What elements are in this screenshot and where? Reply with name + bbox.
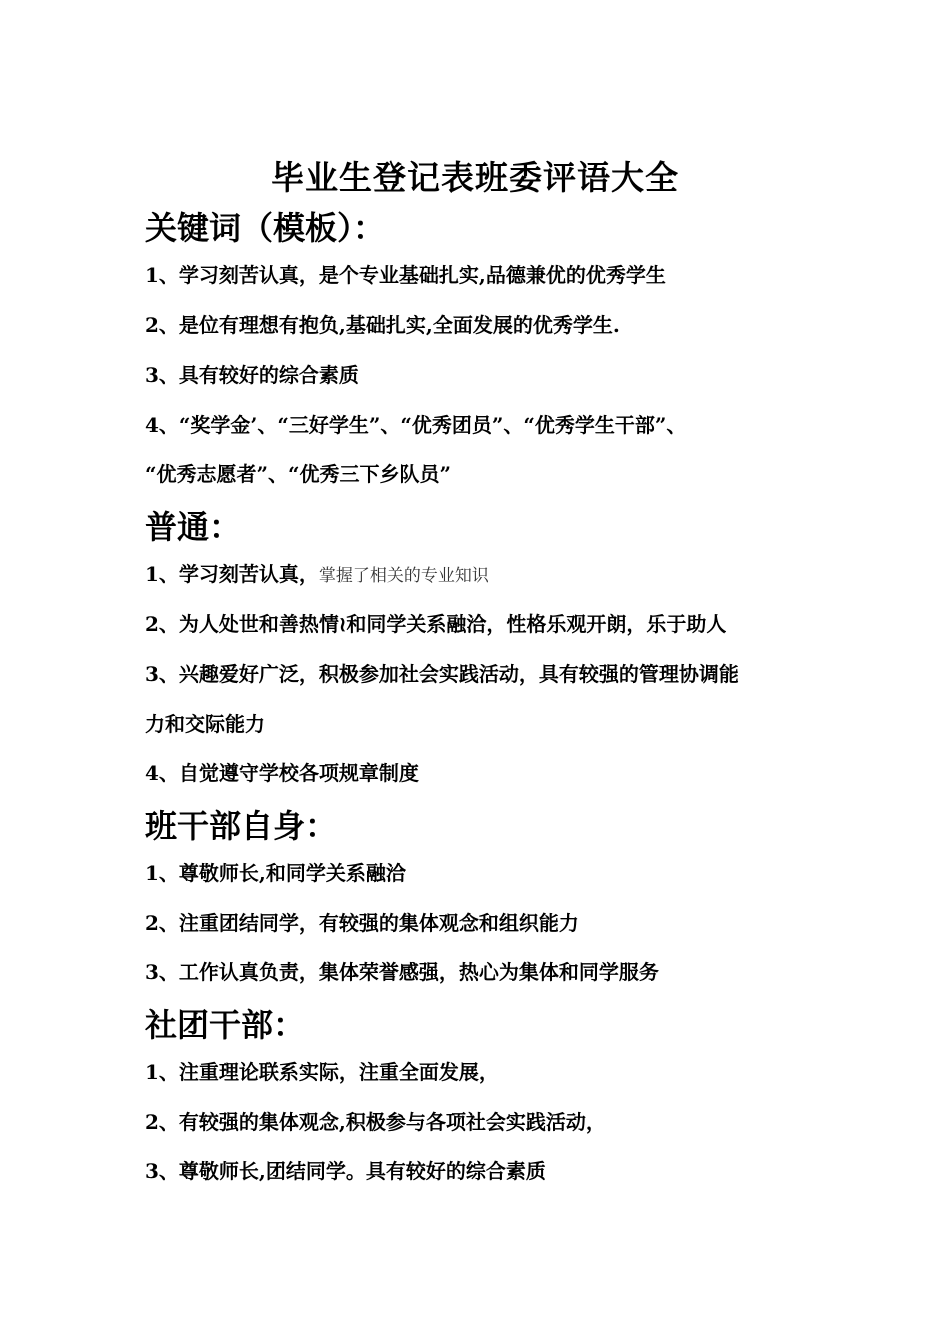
general-line-1-tail: 掌握了相关的专业知识 xyxy=(318,566,489,586)
general-line-4: 力和交际能力 xyxy=(145,712,265,736)
section-heading-keywords: 关键词（模板）： xyxy=(145,209,386,247)
general-line-5: 4、自觉遵守学校各项规章制度 xyxy=(145,761,419,785)
general-line-3: 3、兴趣爱好广泛，积极参加社会实践活动，具有较强的管理协调能 xyxy=(145,662,739,686)
class-cadre-line-1: 1、尊敬师长,和同学关系融洽 xyxy=(145,861,406,885)
club-cadre-line-3: 3、尊敬师长,团结同学。具有较好的综合素质 xyxy=(145,1159,546,1183)
section-heading-class-cadre: 班干部自身： xyxy=(145,807,338,845)
general-line-2: 2、为人处世和善热情≀和同学关系融洽，性格乐观开朗，乐于助人 xyxy=(145,612,727,636)
club-cadre-line-1: 1、注重理论联系实际，注重全面发展， xyxy=(145,1060,499,1084)
class-cadre-line-2: 2、注重团结同学，有较强的集体观念和组织能力 xyxy=(145,911,579,935)
keywords-line-2: 2、是位有理想有抱负,基础扎实,全面发展的优秀学生. xyxy=(145,313,620,337)
class-cadre-line-3: 3、工作认真负责，集体荣誉感强，热心为集体和同学服务 xyxy=(145,960,659,984)
document-title: 毕业生登记表班委评语大全 xyxy=(271,158,679,197)
keywords-line-4: 4、“奖学金’、“三好学生”、“优秀团员”、“优秀学生干部”、 xyxy=(145,413,687,437)
keywords-line-3: 3、具有较好的综合素质 xyxy=(145,363,359,387)
general-line-1-main: 1、学习刻苦认真， xyxy=(145,562,319,586)
keywords-line-1: 1、学习刻苦认真，是个专业基础扎实,品德兼优的优秀学生 xyxy=(145,263,666,287)
section-heading-club-cadre: 社团干部： xyxy=(145,1006,306,1044)
club-cadre-line-2: 2、有较强的集体观念,积极参与各项社会实践活动， xyxy=(145,1110,606,1134)
general-line-1 xyxy=(145,559,489,591)
section-heading-general: 普通： xyxy=(145,508,242,546)
keywords-line-5: “优秀志愿者”、“优秀三下乡队员” xyxy=(145,462,452,486)
